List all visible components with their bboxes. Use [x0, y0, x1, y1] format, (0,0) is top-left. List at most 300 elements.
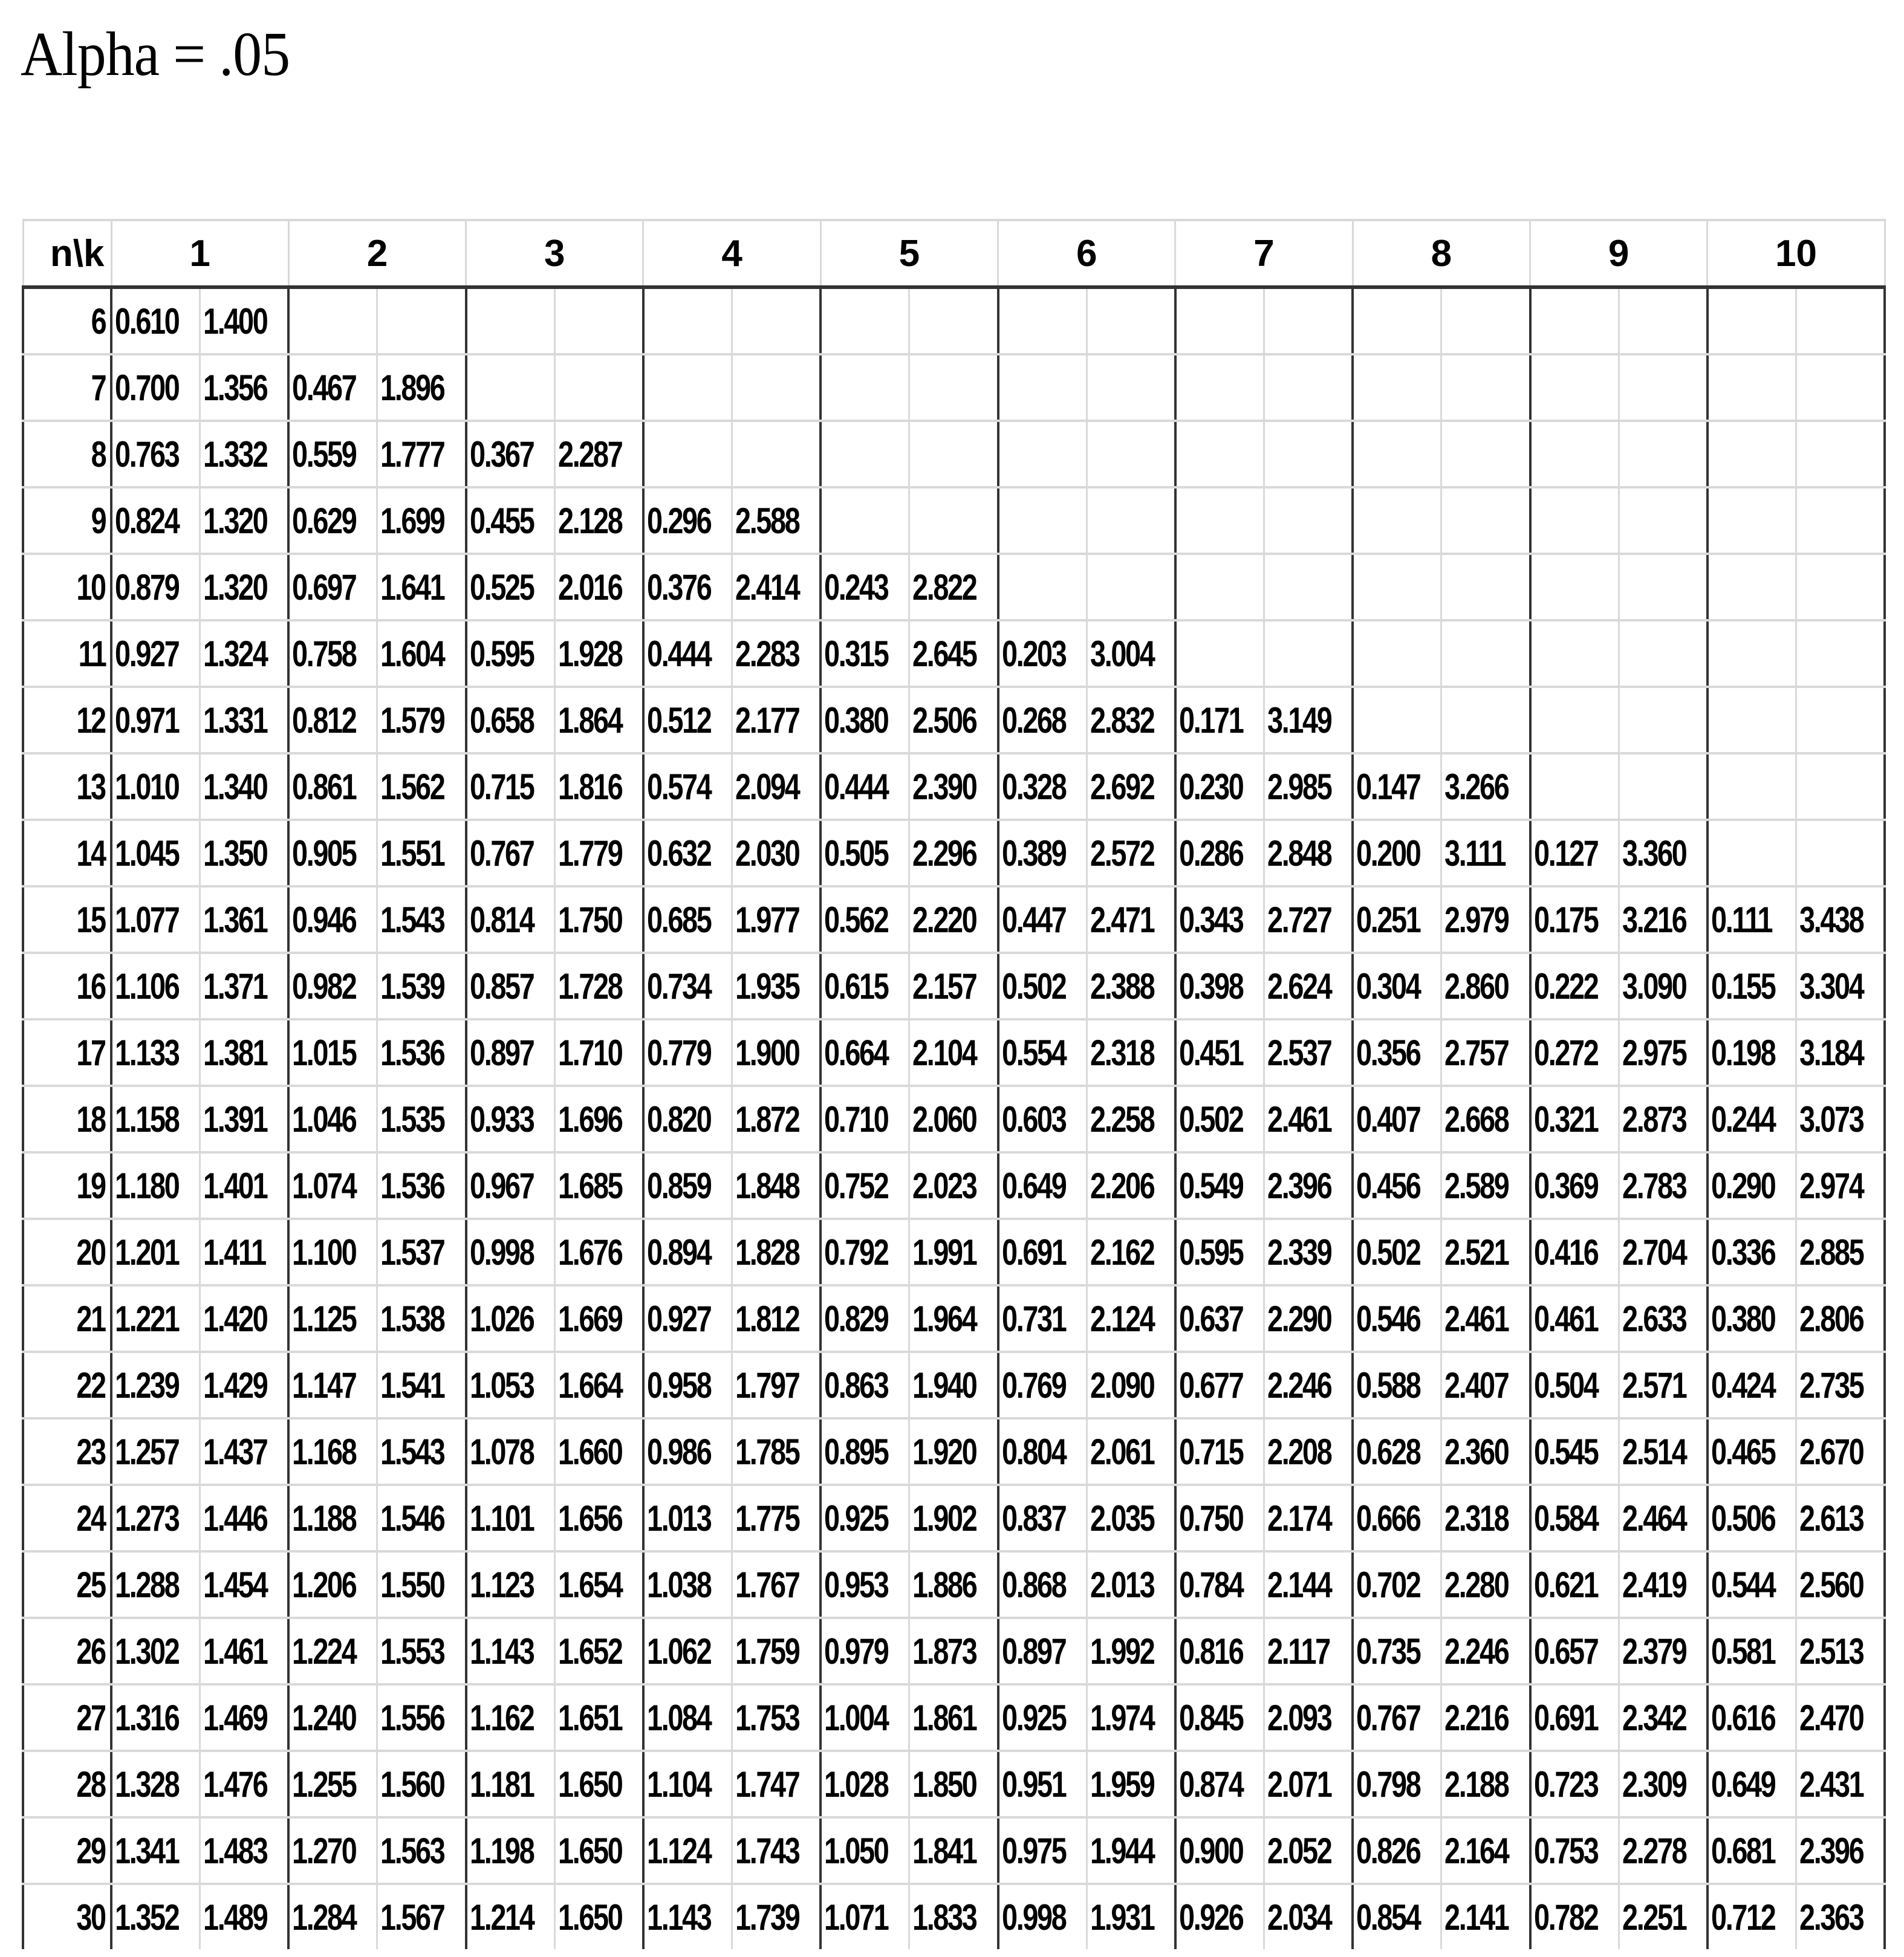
cell-value: 0.859 — [646, 1165, 711, 1206]
cell-value: 1.541 — [380, 1365, 444, 1406]
n-cell — [23, 1086, 111, 1152]
dl-cell — [1353, 487, 1441, 554]
cell-value: 1.563 — [380, 1830, 444, 1871]
du-cell — [377, 1086, 466, 1152]
du-cell — [377, 886, 466, 953]
cell-value: 1.038 — [646, 1564, 711, 1605]
cell-value: 1.902 — [912, 1498, 976, 1539]
cell-value: 2.030 — [735, 832, 799, 874]
du-cell — [909, 620, 998, 687]
cell-value: 0.389 — [1001, 832, 1065, 874]
cell-value: 1.013 — [646, 1498, 711, 1539]
n-value: 26 — [76, 1631, 105, 1672]
cell-value: 2.727 — [1267, 899, 1331, 940]
du-cell — [732, 287, 821, 354]
dl-cell — [1353, 687, 1441, 753]
cell-value: 0.863 — [824, 1365, 888, 1406]
table-row — [23, 886, 1885, 953]
cell-value: 0.615 — [824, 966, 888, 1007]
cell-value: 1.162 — [469, 1697, 534, 1738]
table-row — [23, 1551, 1885, 1618]
dl-cell — [1530, 1285, 1619, 1352]
n-cell — [23, 1618, 111, 1684]
dl-cell — [820, 1618, 909, 1684]
cell-value: 1.537 — [380, 1232, 444, 1273]
cell-value: 3.111 — [1444, 832, 1506, 874]
du-cell — [1619, 1551, 1707, 1618]
dl-cell — [111, 1884, 200, 1949]
k-header: 6 — [998, 220, 1175, 287]
cell-value: 1.699 — [380, 500, 444, 541]
cell-value: 0.905 — [292, 832, 356, 874]
du-cell — [554, 1684, 643, 1751]
dl-cell — [1707, 1086, 1796, 1152]
cell-value: 0.953 — [824, 1564, 888, 1605]
cell-value: 1.050 — [824, 1830, 888, 1871]
du-cell — [1264, 1152, 1353, 1219]
cell-value: 1.371 — [203, 966, 267, 1007]
cell-value: 2.588 — [735, 500, 799, 541]
du-cell — [1264, 554, 1353, 620]
cell-value: 1.078 — [469, 1431, 534, 1472]
du-cell — [909, 1817, 998, 1884]
du-cell — [200, 1352, 289, 1418]
cell-value: 1.710 — [557, 1032, 622, 1073]
dl-cell — [643, 1152, 732, 1219]
cell-value: 2.461 — [1267, 1099, 1331, 1140]
cell-value: 0.829 — [824, 1298, 888, 1339]
du-cell — [1619, 1485, 1707, 1551]
du-cell — [554, 1352, 643, 1418]
dl-cell — [466, 1352, 555, 1418]
cell-value: 2.093 — [1267, 1697, 1331, 1738]
dl-cell — [1175, 820, 1264, 886]
dl-cell — [998, 487, 1087, 554]
cell-value: 1.685 — [557, 1165, 622, 1206]
du-cell — [377, 287, 466, 354]
du-cell — [1087, 820, 1175, 886]
cell-value: 0.677 — [1178, 1365, 1243, 1406]
cell-value: 1.123 — [469, 1564, 534, 1605]
cell-value: 0.632 — [646, 832, 711, 874]
cell-value: 2.071 — [1267, 1764, 1331, 1805]
dl-cell — [1175, 1152, 1264, 1219]
du-cell — [377, 1817, 466, 1884]
du-cell — [909, 753, 998, 820]
du-cell — [1796, 1152, 1885, 1219]
cell-value: 0.272 — [1533, 1032, 1597, 1073]
dl-cell — [288, 1884, 377, 1949]
cell-value: 0.456 — [1356, 1165, 1420, 1206]
cell-value: 1.777 — [380, 433, 444, 475]
dl-cell — [998, 1418, 1087, 1485]
cell-value: 1.104 — [646, 1764, 711, 1805]
du-cell — [909, 421, 998, 487]
cell-value: 2.470 — [1799, 1697, 1863, 1738]
cell-value: 1.604 — [380, 633, 444, 674]
dl-cell — [998, 687, 1087, 753]
du-cell — [1087, 1352, 1175, 1418]
du-cell — [554, 1485, 643, 1551]
dl-cell — [998, 554, 1087, 620]
cell-value: 0.927 — [646, 1298, 711, 1339]
dl-cell — [820, 1751, 909, 1817]
du-cell — [200, 1086, 289, 1152]
cell-value: 1.454 — [203, 1564, 267, 1605]
cell-value: 1.562 — [380, 766, 444, 807]
cell-value: 2.624 — [1267, 966, 1331, 1007]
dl-cell — [111, 554, 200, 620]
cell-value: 1.010 — [115, 766, 179, 807]
n-value: 14 — [76, 832, 105, 874]
cell-value: 1.900 — [735, 1032, 799, 1073]
dl-cell — [1530, 620, 1619, 687]
du-cell — [732, 1485, 821, 1551]
table-row — [23, 487, 1885, 554]
n-value: 23 — [76, 1431, 105, 1472]
cell-value: 1.539 — [380, 966, 444, 1007]
du-cell — [1619, 421, 1707, 487]
dl-cell — [288, 1019, 377, 1086]
cell-value: 0.879 — [115, 566, 179, 608]
cell-value: 2.162 — [1090, 1232, 1154, 1273]
du-cell — [554, 1817, 643, 1884]
du-cell — [909, 1285, 998, 1352]
cell-value: 2.360 — [1444, 1431, 1509, 1472]
du-cell — [200, 1751, 289, 1817]
du-cell — [732, 1352, 821, 1418]
table-row — [23, 1485, 1885, 1551]
du-cell — [200, 1219, 289, 1285]
table-row — [23, 1751, 1885, 1817]
du-cell — [377, 354, 466, 421]
dl-cell — [288, 287, 377, 354]
dl-cell — [1175, 421, 1264, 487]
du-cell — [1796, 1817, 1885, 1884]
dl-cell — [288, 1418, 377, 1485]
dl-cell — [998, 886, 1087, 953]
cell-value: 1.411 — [203, 1232, 265, 1273]
dl-cell — [1175, 1551, 1264, 1618]
dl-cell — [1707, 421, 1796, 487]
cell-value: 1.257 — [115, 1431, 179, 1472]
du-cell — [1796, 421, 1885, 487]
n-cell — [23, 687, 111, 753]
du-cell — [1087, 287, 1175, 354]
dl-cell — [643, 354, 732, 421]
du-cell — [909, 886, 998, 953]
du-cell — [732, 1884, 821, 1949]
cell-value: 0.610 — [115, 300, 179, 342]
cell-value: 0.691 — [1533, 1697, 1597, 1738]
du-cell — [200, 421, 289, 487]
dl-cell — [643, 820, 732, 886]
n-value: 17 — [76, 1032, 105, 1073]
n-cell — [23, 1352, 111, 1418]
cell-value: 0.198 — [1711, 1032, 1775, 1073]
du-cell — [1441, 354, 1530, 421]
cell-value: 2.216 — [1444, 1697, 1509, 1738]
du-cell — [732, 1751, 821, 1817]
du-cell — [554, 687, 643, 753]
cell-value: 0.763 — [115, 433, 179, 475]
dl-cell — [998, 1884, 1087, 1949]
du-cell — [909, 1884, 998, 1949]
dl-cell — [1530, 1086, 1619, 1152]
du-cell — [1087, 1086, 1175, 1152]
du-cell — [1441, 1152, 1530, 1219]
du-cell — [909, 1618, 998, 1684]
du-cell — [1796, 1684, 1885, 1751]
cell-value: 0.681 — [1711, 1830, 1775, 1871]
cell-value: 1.928 — [557, 633, 622, 674]
dl-cell — [111, 1219, 200, 1285]
dl-cell — [1707, 1418, 1796, 1485]
du-cell — [732, 1551, 821, 1618]
cell-value: 1.974 — [1090, 1697, 1154, 1738]
dl-cell — [1530, 1551, 1619, 1618]
dl-cell — [643, 287, 732, 354]
table-row — [23, 1019, 1885, 1086]
dl-cell — [820, 354, 909, 421]
dl-cell — [288, 1285, 377, 1352]
cell-value: 2.309 — [1622, 1764, 1686, 1805]
cell-value: 1.560 — [380, 1764, 444, 1805]
n-value: 10 — [76, 566, 105, 608]
du-cell — [1619, 1817, 1707, 1884]
cell-value: 1.028 — [824, 1764, 888, 1805]
cell-value: 0.731 — [1001, 1298, 1065, 1339]
k-header: 10 — [1707, 220, 1885, 287]
cell-value: 1.812 — [735, 1298, 799, 1339]
cell-value: 2.860 — [1444, 966, 1509, 1007]
dl-cell — [1707, 1019, 1796, 1086]
du-cell — [554, 1152, 643, 1219]
table-row — [23, 1418, 1885, 1485]
cell-value: 1.352 — [115, 1897, 179, 1938]
cell-value: 0.222 — [1533, 966, 1597, 1007]
cell-value: 0.315 — [824, 633, 888, 674]
dl-cell — [1530, 1751, 1619, 1817]
dl-cell — [1707, 1618, 1796, 1684]
du-cell — [1441, 1086, 1530, 1152]
cell-value: 1.240 — [292, 1697, 356, 1738]
du-cell — [1264, 1019, 1353, 1086]
cell-value: 2.177 — [735, 699, 799, 741]
du-cell — [377, 753, 466, 820]
cell-value: 0.328 — [1001, 766, 1065, 807]
dl-cell — [643, 1219, 732, 1285]
cell-value: 0.321 — [1533, 1099, 1597, 1140]
dl-cell — [1530, 886, 1619, 953]
cell-value: 1.341 — [115, 1830, 179, 1871]
dl-cell — [1707, 554, 1796, 620]
dl-cell — [1353, 421, 1441, 487]
dl-cell — [643, 687, 732, 753]
dl-cell — [1175, 953, 1264, 1019]
du-cell — [377, 953, 466, 1019]
du-cell — [732, 753, 821, 820]
cell-value: 1.656 — [557, 1498, 622, 1539]
cell-value: 1.143 — [646, 1897, 711, 1938]
dl-cell — [1353, 953, 1441, 1019]
dl-cell — [111, 1751, 200, 1817]
cell-value: 1.896 — [380, 367, 444, 408]
dl-cell — [288, 354, 377, 421]
cell-value: 0.111 — [1711, 899, 1772, 940]
cell-value: 0.268 — [1001, 699, 1065, 741]
du-cell — [554, 953, 643, 1019]
cell-value: 2.513 — [1799, 1631, 1863, 1672]
cell-value: 1.143 — [469, 1631, 534, 1672]
cell-value: 1.158 — [115, 1099, 179, 1140]
dl-cell — [1530, 687, 1619, 753]
dl-cell — [1530, 421, 1619, 487]
cell-value: 1.062 — [646, 1631, 711, 1672]
cell-value: 1.861 — [912, 1697, 976, 1738]
n-cell — [23, 554, 111, 620]
cell-value: 0.544 — [1711, 1564, 1775, 1605]
dl-cell — [643, 1817, 732, 1884]
du-cell — [1619, 1285, 1707, 1352]
cell-value: 1.198 — [469, 1830, 534, 1871]
du-cell — [1087, 620, 1175, 687]
du-cell — [1619, 554, 1707, 620]
cell-value: 1.273 — [115, 1498, 179, 1539]
cell-value: 2.832 — [1090, 699, 1154, 741]
du-cell — [909, 1086, 998, 1152]
du-cell — [377, 1684, 466, 1751]
table-body — [23, 287, 1885, 1949]
dl-cell — [1707, 1485, 1796, 1551]
cell-value: 3.004 — [1090, 633, 1154, 674]
cell-value: 0.874 — [1178, 1764, 1243, 1805]
du-cell — [1796, 1618, 1885, 1684]
cell-value: 2.757 — [1444, 1032, 1509, 1073]
dl-cell — [1175, 487, 1264, 554]
du-cell — [1087, 753, 1175, 820]
du-cell — [909, 953, 998, 1019]
cell-value: 0.666 — [1356, 1498, 1420, 1539]
dl-cell — [1353, 1352, 1441, 1418]
cell-value: 1.239 — [115, 1365, 179, 1406]
du-cell — [1087, 1019, 1175, 1086]
cell-value: 0.230 — [1178, 766, 1243, 807]
du-cell — [1619, 1751, 1707, 1817]
cell-value: 2.090 — [1090, 1365, 1154, 1406]
cell-value: 1.759 — [735, 1631, 799, 1672]
du-cell — [554, 1418, 643, 1485]
dl-cell — [643, 421, 732, 487]
cell-value: 2.141 — [1444, 1897, 1509, 1938]
k-header: 3 — [466, 220, 643, 287]
du-cell — [377, 620, 466, 687]
dl-cell — [1175, 354, 1264, 421]
du-cell — [1264, 287, 1353, 354]
du-cell — [1264, 1418, 1353, 1485]
du-cell — [1796, 487, 1885, 554]
dl-cell — [288, 620, 377, 687]
cell-value: 0.900 — [1178, 1830, 1243, 1871]
dl-cell — [466, 287, 555, 354]
n-cell — [23, 1684, 111, 1751]
dl-cell — [1175, 554, 1264, 620]
n-value: 22 — [76, 1365, 105, 1406]
cell-value: 1.664 — [557, 1365, 622, 1406]
cell-value: 0.894 — [646, 1232, 711, 1273]
cell-value: 2.783 — [1622, 1165, 1686, 1206]
dl-cell — [998, 1219, 1087, 1285]
du-cell — [200, 487, 289, 554]
du-cell — [1619, 1418, 1707, 1485]
cell-value: 1.567 — [380, 1897, 444, 1938]
cell-value: 0.200 — [1356, 832, 1420, 874]
cell-value: 1.214 — [469, 1897, 534, 1938]
cell-value: 1.767 — [735, 1564, 799, 1605]
dl-cell — [820, 1219, 909, 1285]
du-cell — [554, 1285, 643, 1352]
dl-cell — [643, 1684, 732, 1751]
cell-value: 1.201 — [115, 1232, 179, 1273]
cell-value: 2.104 — [912, 1032, 976, 1073]
n-cell — [23, 753, 111, 820]
dl-cell — [820, 1684, 909, 1751]
du-cell — [1264, 753, 1353, 820]
du-cell — [1264, 820, 1353, 886]
cell-value: 0.628 — [1356, 1431, 1420, 1472]
du-cell — [732, 1618, 821, 1684]
cell-value: 0.649 — [1001, 1165, 1065, 1206]
dl-cell — [998, 1551, 1087, 1618]
dl-cell — [1530, 1618, 1619, 1684]
cell-value: 0.986 — [646, 1431, 711, 1472]
cell-value: 0.946 — [292, 899, 356, 940]
cell-value: 0.767 — [469, 832, 534, 874]
dl-cell — [820, 1019, 909, 1086]
cell-value: 1.331 — [203, 699, 267, 741]
cell-value: 2.985 — [1267, 766, 1331, 807]
dl-cell — [1707, 1684, 1796, 1751]
cell-value: 0.380 — [824, 699, 888, 741]
cell-value: 0.723 — [1533, 1764, 1597, 1805]
du-cell — [1087, 1684, 1175, 1751]
du-cell — [200, 753, 289, 820]
du-cell — [1796, 1352, 1885, 1418]
dl-cell — [1353, 1019, 1441, 1086]
table-row — [23, 1285, 1885, 1352]
du-cell — [732, 421, 821, 487]
cell-value: 2.419 — [1622, 1564, 1686, 1605]
dl-cell — [1353, 753, 1441, 820]
dl-cell — [466, 1751, 555, 1817]
cell-value: 1.873 — [912, 1631, 976, 1672]
cell-value: 2.016 — [557, 566, 622, 608]
du-cell — [200, 953, 289, 1019]
dl-cell — [998, 1285, 1087, 1352]
cell-value: 1.850 — [912, 1764, 976, 1805]
du-cell — [1796, 687, 1885, 753]
du-cell — [377, 1352, 466, 1418]
cell-value: 1.168 — [292, 1431, 356, 1472]
cell-value: 2.296 — [912, 832, 976, 874]
dl-cell — [998, 1352, 1087, 1418]
du-cell — [1087, 886, 1175, 953]
table-row — [23, 1817, 1885, 1884]
cell-value: 0.734 — [646, 966, 711, 1007]
du-cell — [909, 1019, 998, 1086]
dl-cell — [1175, 1751, 1264, 1817]
cell-value: 0.798 — [1356, 1764, 1420, 1805]
